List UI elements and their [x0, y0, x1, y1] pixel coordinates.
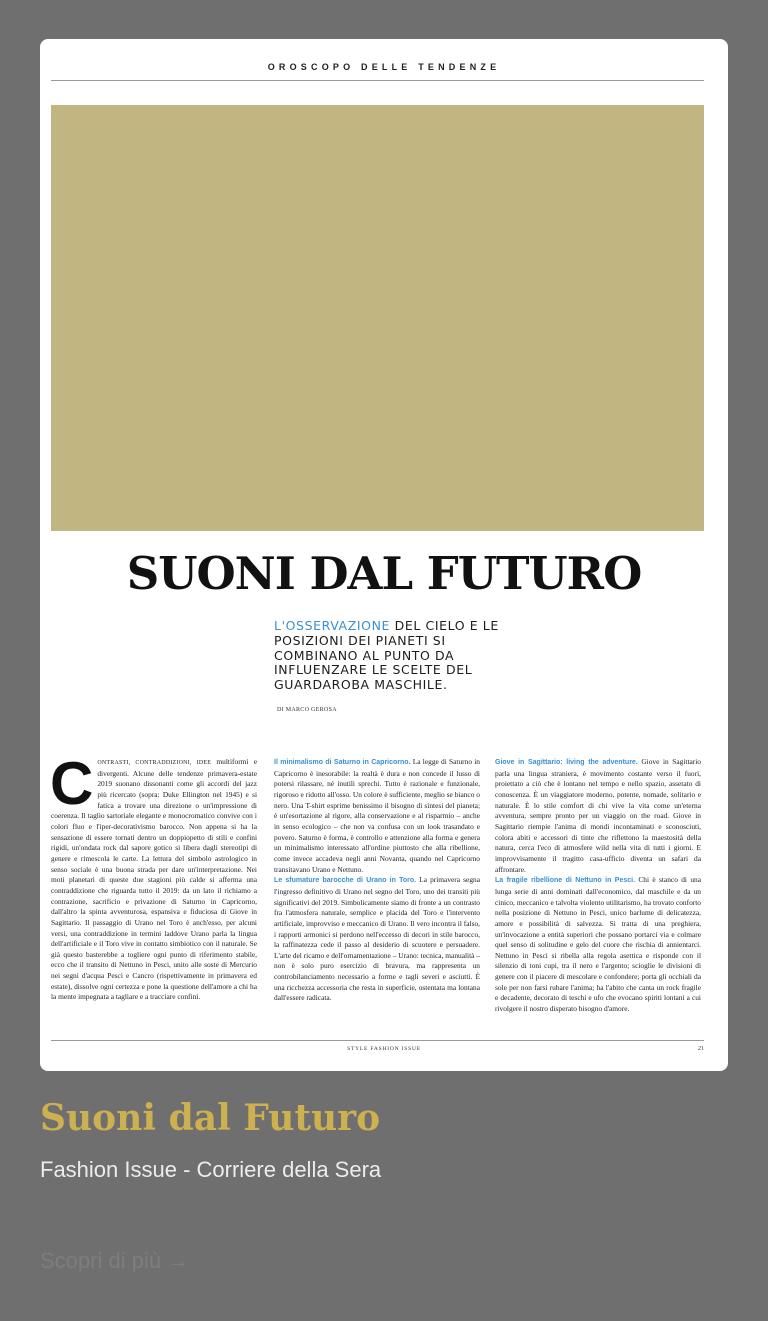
subhead-giove: Giove in Sagittario: living the adventure.: [495, 759, 638, 766]
article-photo: [51, 105, 704, 531]
column-3-paragraph-1: [495, 757, 701, 875]
column-3-paragraph-2: [495, 875, 701, 1015]
footer-divider: [51, 1040, 704, 1041]
article-deck: [274, 619, 534, 693]
drop-cap: C: [50, 750, 94, 817]
subhead-nettuno: La fragile ribellione di Nettuno in Pesci.: [495, 877, 636, 885]
article-headline: SUONI DAL FUTURO: [126, 547, 642, 600]
section-label: OROSCOPO DELLE TENDENZE: [267, 62, 501, 72]
lead-smallcaps: ONTRASTI, CONTRADDIZIONI, IDEE: [97, 760, 212, 766]
article-column-3: [495, 757, 701, 1015]
subhead-saturno: Il minimalismo di Saturno in Capricorno.: [274, 759, 411, 766]
header-divider: [51, 80, 704, 81]
column-1-text: multiformi e divergenti. Alcune delle tendenze primavera-estate 2019 suonano dissonanti come gli accordi del jazz più ricercato (sopra: Duke Ellington nel 1945) e si fatica a trovare una direzione o un'impressione di coerenza. Il taglio sartoriale elegante e monocromatico convive con i colori fluo e l'iper-decorativismo barocco. Non appena si ha la sensazione di essere tornati dentro un doppiopetto di stili e confini rigidi, un'ondata rock dal sapore gotico si libera dagli stereotipi di genere e rimescola le carte. La lettura del simbolo astrologico in senso sociale è una buona strada per dare un'interpretazione. Nei moti planetari di queste due stagioni più calde si afferma una contraddizione che riguarda tutto il 2019: da un lato il richiamo a contrazione, sacrificio e privazione di Saturno in Capricorno, dall'altro la spinta avventurosa, espansiva e fiduciosa di Giove in Sagittario. Il passaggio di Urano nel Toro è anch'esso, per alcuni versi, una contraddizione in termini laddove Urano parla la lingua dell'artificiale e il Toro vive in contatto simbiotico con il naturale. Se già questo basterebbe a togliere ogni punto di riferimento stabile, ecco che il transito di Nettuno in Pesci, unito alle soste di Mercurio nei segni d'acqua Pesci e Cancro (rispettivamente in primavera ed estate), dissolve ogni certezza e pone la questione dell'amore a chi ha la mente impegnata a tagliare e a tracciare confini.: [51, 757, 257, 1002]
subhead-urano: Le sfumature barocche di Urano in Toro.: [274, 877, 417, 885]
column-2-paragraph-2: [274, 875, 480, 1004]
article-column-1: [50, 750, 257, 1003]
magazine-page-card[interactable]: [40, 39, 728, 1071]
deck-highlight: L'OSSERVAZIONE: [274, 618, 391, 633]
article-column-2: [274, 757, 480, 1004]
card-title: Suoni dal Futuro: [40, 1097, 381, 1139]
column-3-text-1: Giove in Sagittario parla una lingua straniera, è movimento costante verso il fuori, proiettato a ciò che è lontano nel tempo e nello spazio, assetato di conoscenza. È un viaggiatore moderno, potente, nomade, solitario e naturale. È lo stile comfort di chi vive la vita come un'eterna avventura, sempre pronto per un viaggio on the road. Giove in Sagittario riempie l'anima di mondi incontaminati e sconosciuti, colora abiti e accessori di tinte che riflettono la maestosità della natura, cerca l'eco di atmosfere wild nella vita di tutti i giorni. E improvvisamente il tragitto casa-ufficio diventa un safari da affrontare.: [495, 757, 701, 874]
column-2-paragraph-1: [274, 757, 480, 875]
column-2-text-1: La legge di Saturno in Capricorno è inesorabile: la realtà è dura e non concede il lusso di potersi rilassare, né inutili sprechi. Tutto è razionale e funzionale, rigoroso e ridotto all'osso. Un colore è sufficiente, meglio se bianco o nero. Una T-shirt esprime benissimo il bisogno di sintesi del pianeta; è un'esortazione al rigore, alla conservazione e al risparmio – anche in senso ecologico – che non va confusa con un look trasandato e povero. Saturno è forma, è controllo e attenzione alla forma e genera un minimalismo interessato all'ordine piuttosto che alla ribellione, come invece accadeva negli anni Novanta, quando nel Capricorno transitavano Urano e Nettuno.: [274, 757, 481, 874]
column-1-paragraph: [50, 750, 257, 1003]
page-number: 21: [698, 1046, 704, 1052]
discover-more-link[interactable]: Scopri di più →: [40, 1248, 190, 1273]
card-subtitle: Fashion Issue - Corriere della Sera: [40, 1157, 382, 1182]
footer-issue-label: STYLE FASHION ISSUE: [347, 1046, 421, 1052]
column-2-text-2: La primavera segna l'ingresso definitivo di Urano nel segno del Toro, uno dei transiti più significativi del 2019. Simbolicamente siamo di fronte a un contrasto fra l'atmosfera naturale, semplice e placida del Toro e l'intervento artificiale, improvviso e meccanico di Urano. Il vero incontra il falso, i rapporti armonici si perdono nell'eccesso di decori in stile barocco, la raffinatezza cede il passo al desiderio di scuotere e persuadere. L'arte del ricamo e dell'ornamentazione – Urano: tecnica, manualità – non è solo puro esercizio di bravura, ma rappresenta un controbilanciamento necessario a forme e tagli severi e asciutti. È una ricchezza accessoria che resta in superficie, ostentata ma lontana dall'essere radicata.: [274, 875, 480, 1003]
deck-text: DEL CIELO E LE POSIZIONI DEI PIANETI SI COMBINANO AL PUNTO DA INFLUENZARE LE SCELTE DEL GUARDAROBA MASCHILE.: [274, 618, 499, 693]
column-3-text-2: Chi è stanco di una lunga serie di anni dominati dall'economico, dal maschile e da un cinico, meccanico e talvolta violento utilitarismo, ha trovato conforto nella posizione di Nettuno in Pesci, unico barlume di delicatezza, amore e possibilità di salvezza. Si tratta di una preghiera, un'invocazione a entità superiori che possano portarci via e colmare quel senso di solitudine e gelo del cuore che rischia di annientarci. Nettuno in Pesci si ribella alla regola asettica e risponde con il silenzio di toni cupi, tra il nero e l'argento; scioglie le divisioni di genere con il piacere di mescolare e confondere; porta gli occhiali da sole per non farsi rubare l'anima; ha l'abito che canta un rock fragile e decadente, decorato di teschi e ufo che evocano spiriti lontani a cui rivolgere il nostro disperato bisogno d'amore.: [495, 875, 701, 1014]
byline: DI MARCO GEROSA: [277, 707, 337, 713]
